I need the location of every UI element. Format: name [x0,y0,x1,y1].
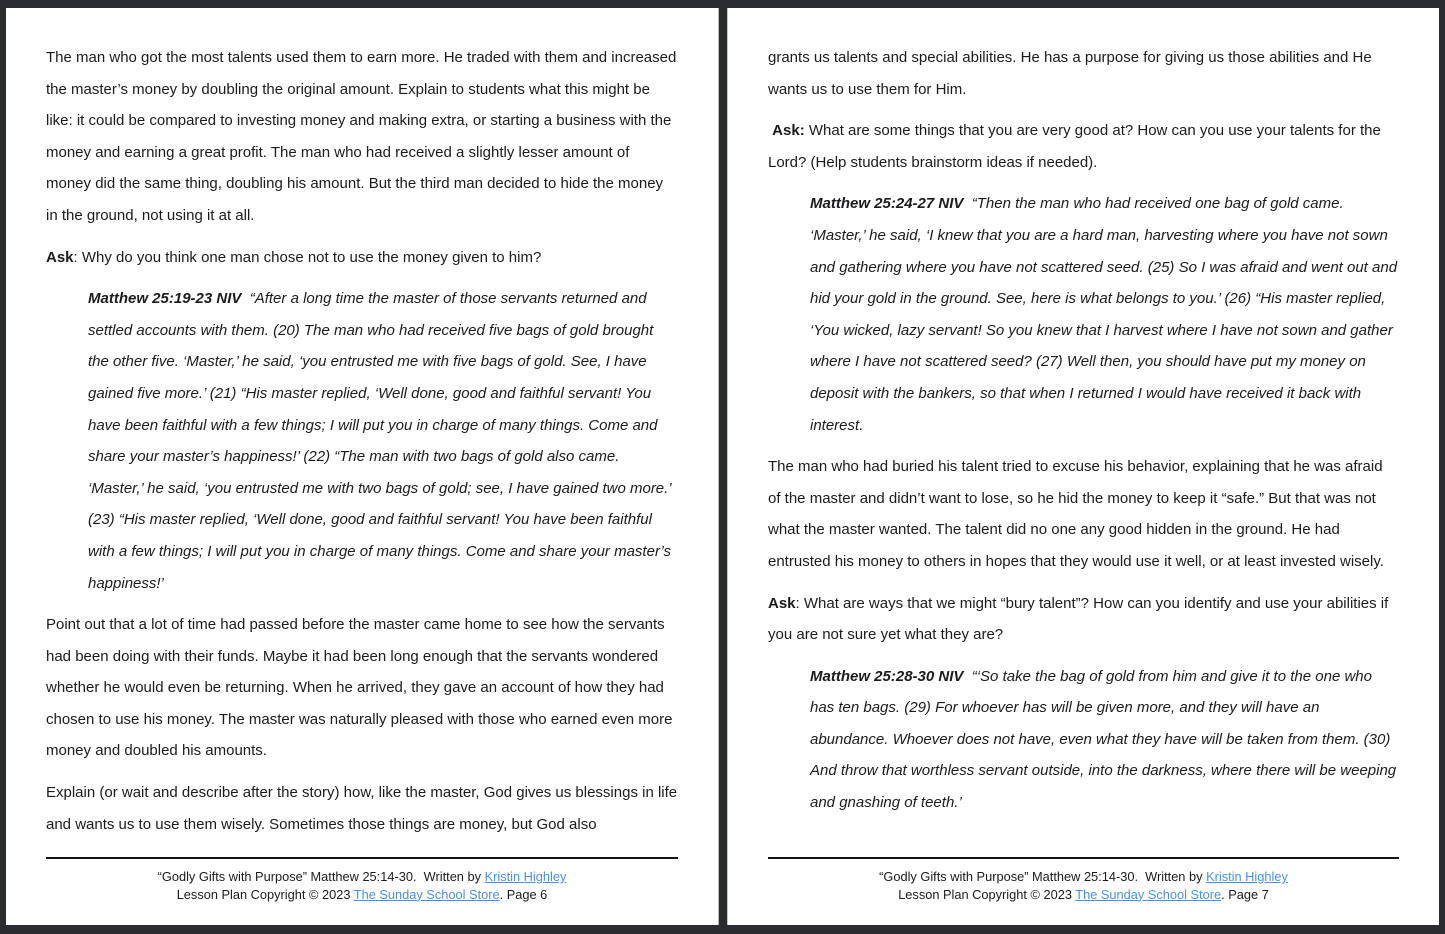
paragraph [768,588,1399,651]
text-run: Ask: [772,122,805,140]
scripture-quote [810,661,1399,819]
footer-line2 [768,886,1399,904]
text-run: grants us talents and special abilities. He has a purpose for giving us those abilities and He wants us to use them for Him. [768,49,1372,98]
document-page-left [6,8,719,925]
page-footer [768,857,1399,903]
page-footer [46,857,678,903]
paragraph [46,609,678,767]
text-run: Lesson Plan Copyright © 2023 [898,886,1076,902]
text-run: “Godly Gifts with Purpose” Matthew 25:14-30. Written by [157,869,485,884]
text-run: “After a long time the master of those servants returned and settled accounts with them. (20) The man who had received five bags of gold brought the other five. ‘Master,’ he said, ‘you entrusted me with five bags of gold. See, I have gained five more.’ (21) “His master replied, ‘Well done, good and faithful servant! You have been faithful with a few things; I will put you in charge of many things. Come and share your master’s happiness!’ (22) “The man with two bags of gold also came. ‘Master,’ he said, ‘you entrusted me with two bags of gold; see, I have gained two more.’ (23) “His master replied, ‘Well done, good and faithful servant! You have been faithful with a few things; I will put you in charge of many things. Come and share your master’s happiness!’ [88,290,672,592]
text-run: : Why do you think one man chose not to use the money given to him? [73,248,542,266]
text-run: Ask [46,248,74,266]
text-run: “‘So take the bag of gold from him and give it to the one who has ten bags. (29) For whoever has will be given more, and they will have an abundance. Whoever does not have, even what they have will be taken from them. (30) And throw that worthless servant outside, into the darkness, where there will be weeping and gnashing of teeth.’ [810,667,1397,812]
paragraph [768,451,1399,577]
text-run: “Then the man who had received one bag of gold came. ‘Master,’ he said, ‘I knew that you are a hard man, harvesting where you have not sown and gathering where you have not scattered seed. (25) So I was afraid and went out and hid your gold in the ground. See, here is what belongs to you.’ (26) “His master replied, ‘You wicked, lazy servant! So you knew that I harvest where I have not sown and gather where I have not scattered seed? (27) Well then, you should have put my money on deposit with the bankers, so that when I returned I would have received it back with interest. [810,195,1398,434]
paragraph [46,242,678,274]
footer-line1 [768,868,1399,886]
text-run: Lesson Plan Copyright © 2023 [176,886,354,902]
page-content [728,8,1439,819]
footer-line2 [46,886,678,904]
text-run: . Page 6 [499,886,548,902]
footer-link[interactable]: The Sunday School Store [353,886,500,902]
scripture-quote [810,188,1399,441]
footer-link[interactable]: Kristin Highley [484,869,567,884]
page-content [6,8,718,840]
text-run: What are some things that you are very good at? How can you use your talents for the Lord? (Help students brainstorm ideas if needed). [768,122,1381,171]
footer-line1 [46,868,678,886]
paragraph [46,777,678,840]
text-run: The man who had buried his talent tried to excuse his behavior, explaining that he was afraid of the master and didn’t want to lose, so he hid the money to keep it “safe.” But that was not what the master wanted. The talent did no one any good hidden in the ground. He had entrusted his money to others in hopes that they would use it well, or at least invested wisely. [768,458,1384,570]
document-page-right [727,8,1439,925]
text-run: Matthew 25:19-23 NIV [88,290,242,308]
text-run: Ask [768,594,796,612]
paragraph [768,115,1399,178]
text-run: Matthew 25:28-30 NIV [810,667,964,685]
footer-link[interactable]: The Sunday School Store [1075,886,1222,902]
paragraph [46,42,678,232]
text-run: Matthew 25:24-27 NIV [810,195,964,213]
text-run: . Page 7 [1221,886,1269,902]
paragraph [768,42,1399,105]
footer-link[interactable]: Kristin Highley [1206,869,1288,884]
text-run: “Godly Gifts with Purpose” Matthew 25:14-30. Written by [879,869,1207,884]
text-run: Explain (or wait and describe after the story) how, like the master, God gives us blessings in life and wants us to use them wisely. Sometimes those things are money, but God also [46,784,678,833]
text-run: Point out that a lot of time had passed before the master came home to see how the servants had been doing with their funds. Maybe it had been long enough that the servants wondered whether he would even be returning. When he arrived, they gave an account of how they had chosen to use his money. The master was naturally pleased with those who earned even more money and doubled his amounts. [46,616,673,760]
scripture-quote [88,283,678,599]
text-run: : What are ways that we might “bury talent”? How can you identify and use your abilities if you are not sure yet what they are? [768,594,1389,644]
text-run: The man who got the most talents used them to earn more. He traded with them and increased the master’s money by doubling the original amount. Explain to students what this might be like: it could be compared to investing money and making extra, or starting a business with the money and earning a great profit. The man who had received a slightly lesser amount of money did the same thing, doubling his amount. But the third man decided to hide the money in the ground, not using it at all. [46,49,677,224]
